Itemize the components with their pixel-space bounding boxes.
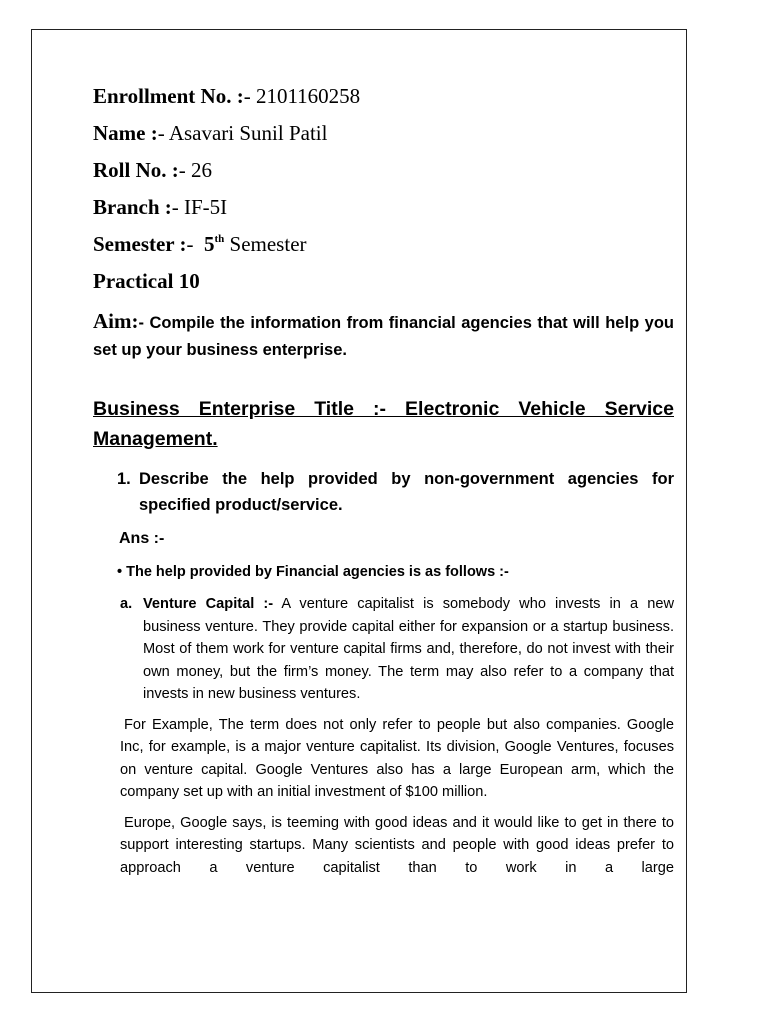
semester-line: [93, 232, 674, 269]
list-item-term: Venture Capital :-: [143, 596, 274, 612]
question-text: Describe the help provided by non-government agencies for specified product/service.: [139, 470, 674, 514]
roll-value: - 26: [178, 158, 212, 182]
list-item-text: A venture capitalist is somebody who invests in a new business venture. They provide capital either for expansion or a startup business. Most of them work for venture capital firms and, therefore, do not invest with their own money, but the firm’s money. The term may also refer to a company that invests in new business ventures.: [143, 596, 674, 702]
name-label: Name :: [93, 121, 158, 145]
roll-line: [93, 158, 674, 195]
list-marker: a.: [120, 596, 133, 612]
list-item: [120, 593, 674, 706]
document-body: [93, 84, 674, 879]
business-title: Business Enterprise Title :- Electronic Vehicle Service Management.: [93, 398, 674, 450]
enrollment-line: [93, 84, 674, 121]
semester-dash: -: [186, 232, 204, 256]
roll-label: Roll No. :: [93, 158, 179, 182]
name-value: - Asavari Sunil Patil: [157, 121, 328, 145]
enrollment-label: Enrollment No. :: [93, 84, 244, 108]
paragraph-europe: Europe, Google says, is teeming with good ideas and it would like to get in there to support interesting startups. Many scientists and people with good ideas prefer to approach a venture capitalist than to work in a large: [120, 814, 674, 876]
semester-suffix: th: [214, 233, 225, 245]
aim-text: - Compile the information from financial agencies that will help you set up your business enterprise.: [93, 314, 674, 359]
practical-title: Practical 10: [93, 269, 200, 293]
semester-number: 5: [204, 232, 215, 256]
enrollment-value: - 2101160258: [243, 84, 361, 108]
bullet-heading: • The help provided by Financial agencies is as follows :-: [117, 564, 509, 580]
list-item-body: [143, 593, 674, 706]
practical-line: [93, 269, 674, 306]
question-item: [117, 466, 674, 518]
name-line: [93, 121, 674, 158]
branch-label: Branch :: [93, 195, 172, 219]
aim-statement: [93, 308, 674, 364]
semester-value: Semester: [224, 232, 307, 256]
answer-label: Ans :-: [119, 530, 165, 547]
semester-label: Semester :: [93, 232, 187, 256]
branch-value: - IF-5I: [171, 195, 228, 219]
paragraph-example: For Example, The term does not only refer to people but also companies. Google Inc, for example, is a major venture capitalist. Its division, Google Ventures, focuses on venture capital. Google Ventures also has a large European arm, which the company set up with an initial investment of $100 million.: [120, 716, 674, 800]
aim-label: Aim:: [93, 309, 139, 333]
question-number: 1.: [117, 470, 131, 488]
branch-line: [93, 195, 674, 232]
